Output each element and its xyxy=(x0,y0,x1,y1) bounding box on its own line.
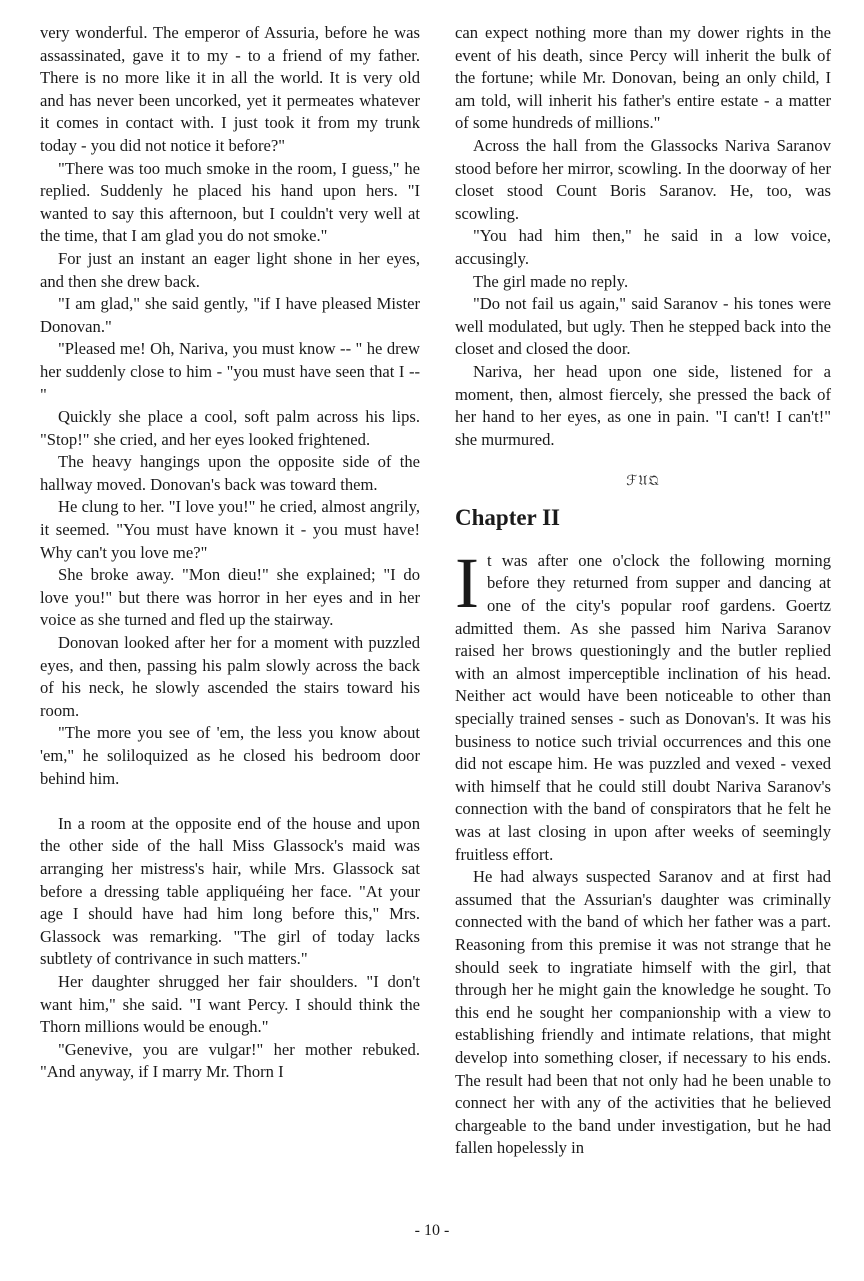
paragraph: Nariva, her head upon one side, listened for a moment, then, almost fiercely, she pressed the back of her hand to her eyes, as one in pain. "I can't! I can't!" she murmured. xyxy=(455,361,831,449)
paragraph: "You had him then," he said in a low voice, accusingly. xyxy=(455,226,831,268)
paragraph: "Pleased me! Oh, Nariva, you must know -- " he drew her suddenly close to him - "you must have seen that I -- " xyxy=(40,339,420,404)
paragraph: "I am glad," she said gently, "if I have pleased Mister Donovan." xyxy=(40,294,420,336)
chapter-title: Chapter II xyxy=(455,504,561,530)
drop-cap: I xyxy=(455,542,479,623)
paragraph: Across the hall from the Glassocks Nariva Saranov stood before her mirror, scowling. In the doorway of her closet stood Count Boris Saranov. He, too, was scowling. xyxy=(455,135,831,223)
paragraph: The heavy hangings upon the opposite side of the hallway moved. Donovan's back was toward them. xyxy=(40,452,420,494)
left-column xyxy=(40,22,420,1084)
paragraph xyxy=(455,542,831,866)
paragraph: "The more you see of 'em, the less you know about 'em," he soliloquized as he closed his bedroom door behind him. xyxy=(40,723,420,788)
paragraph: "Genevive, you are vulgar!" her mother rebuked. "And anyway, if I marry Mr. Thorn I xyxy=(40,1039,420,1082)
right-column-top xyxy=(455,22,831,451)
paragraph: can expect nothing more than my dower rights in the event of his death, since Percy will inherit the bulk of the fortune; while Mr. Donovan, being an only child, I am told, will inherit his father's entire estate - a matter of some hundreds of millions." xyxy=(455,23,831,133)
page-number: - 10 - xyxy=(414,1222,450,1239)
paragraph: For just an instant an eager light shone in her eyes, and then she drew back. xyxy=(40,248,420,291)
paragraph: The girl made no reply. xyxy=(473,271,629,291)
paragraph: She broke away. "Mon dieu!" she explained; "I do love you!" but there was horror in her eyes and in her voice as she turned and fled up the stairway. xyxy=(40,565,420,630)
right-column xyxy=(455,22,831,1160)
paragraph: He had always suspected Saranov and at first had assumed that the Assurian's daughter was criminally connected with the band of which her father was a part. Reasoning from this premise it was not strange that he should seek to ingratiate himself with the girl, that through her he might gain the knowledge he sought. To this end he sought her companionship with a view to establishing friendly and intimate relations, that might develop into something closer, if necessary to his ends. The result had been that not only had he been unable to connect her with any of the activities that he believed chargeable to the band under investigation, but he had fallen hopelessly in xyxy=(455,867,831,1158)
paragraph: "Do not fail us again," said Saranov - his tones were well modulated, but ugly. Then he stepped back into the closet and closed the door. xyxy=(455,294,831,359)
chapter-ornament: ℱ𝔘𝔔 xyxy=(626,474,660,490)
paragraph: very wonderful. The emperor of Assuria, before he was assassinated, gave it to my - to a friend of my father. There is no more like it in all the world. It is very old and has never been uncorked, yet it permeates whatever it comes in contact with. I just took it from my trunk today - you did not notice it before?" xyxy=(40,23,420,155)
paragraph: He clung to her. "I love you!" he cried, almost angrily, it seemed. "You must have known it - you must have! Why can't you love me?" xyxy=(40,497,420,562)
paragraph: In a room at the opposite end of the house and upon the other side of the hall Miss Glassock's maid was arranging her mistress's hair, while Mrs. Glassock sat before a dressing table appliquéing her face. "At your age I should have had him long before this," Mrs. Glassock was remarking. "The girl of today lacks subtlety of contrivance in such matters." xyxy=(40,813,420,969)
paragraph: Donovan looked after her for a moment with puzzled eyes, and then, passing his palm slowly across the back of his neck, he slowly ascended the stairs toward his room. xyxy=(40,633,420,720)
right-column-bottom xyxy=(455,542,831,1160)
paragraph: "There was too much smoke in the room, I guess," he replied. Suddenly he placed his hand upon hers. "I wanted to say this afternoon, but I couldn't very well at the time, that I am glad you do not smoke." xyxy=(40,158,420,246)
paragraph-text: t was after one o'clock the following morning before they returned from supper and dancing at one of the city's popular roof gardens. Goertz admitted them. As she passed him Nariva Saranov raised her brows questioningly and the butler replied with an almost imperceptible inclination of his head. Neither act would have been noticeable to other than specially trained senses - such as Donovan's. It was his business to notice such trivial occurrences and this one did not escape him. He was puzzled and vexed - vexed with himself that he could still doubt Nariva Saranov's connection with the band of conspirators that he felt he was at last closing in upon after weeks of seemingly fruitless effort. xyxy=(455,550,831,864)
paragraph: Quickly she place a cool, soft palm across his lips. "Stop!" she cried, and her eyes looked frightened. xyxy=(40,407,420,449)
paragraph: Her daughter shrugged her fair shoulders. "I don't want him," she said. "I want Percy. I should think the Thorn millions would be enough." xyxy=(40,971,420,1037)
